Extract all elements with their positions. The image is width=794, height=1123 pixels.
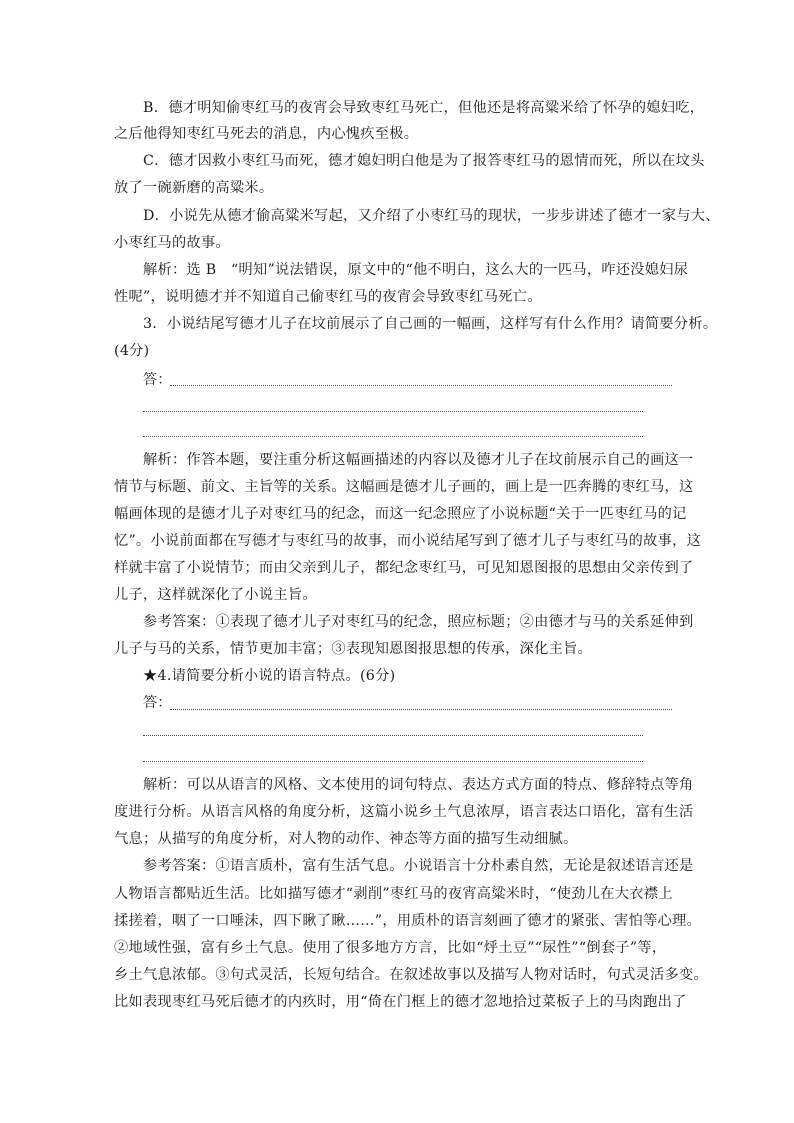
question-3-line-2: (4分) [114, 343, 150, 359]
reference-4-line-4: ②地域性强，富有乡土气息。使用了很多地方方言，比如“烀土豆”“尿性”“倒套子”等， [114, 940, 667, 956]
analysis-3-line-1: 解析：作答本题，要注重分析这幅画描述的内容以及德才儿子在坟前展示自己的画这一 [143, 452, 694, 468]
analysis-3-line-6: 儿子，这样就深化了小说主旨。 [114, 587, 317, 603]
analysis-3-line-2: 情节与标题、前文、主旨等的关系。这幅画是德才儿子画的，画上是一匹奔腾的枣红马，这 [114, 479, 694, 495]
analysis-3-line-4: 忆”。小说前面都在写德才与枣红马的故事，而小说结尾写到了德才儿子与枣红马的故事，这 [114, 533, 702, 549]
reference-4-line-5: 乡土气息浓郁。③句式灵活，长短句结合。在叙述故事以及描写人物对话时，句式灵活多变。 [114, 967, 708, 983]
answer-line-q4-1[interactable] [170, 709, 672, 710]
question-3-line-1: 3．小说结尾写德才儿子在坟前展示了自己画的一幅画，这样写有什么作用？请简要分析。 [143, 316, 718, 332]
answer-line-q4-3[interactable] [143, 761, 643, 762]
reference-3-line-1: 参考答案：①表现了德才儿子对枣红马的纪念，照应标题；②由德才与马的关系延伸到 [143, 614, 694, 630]
analysis-2-line-1: 解析：选 B “明知”说法错误，原文中的“他不明白，这么大的一匹马，咋还没媳妇尿 [143, 262, 689, 278]
answer-label-q3: 答： [143, 372, 172, 388]
analysis-4-line-2: 度进行分析。从语言风格的角度分析，这篇小说乡土气息浓厚，语言表达口语化，富有生活 [114, 804, 694, 820]
option-b-line-1: B．德才明知偷枣红马的夜宵会导致枣红马死亡，但他还是将高粱米给了怀孕的媳妇吃， [143, 100, 705, 116]
option-c-line-1: C．德才因救小枣红马而死，德才媳妇明白他是为了报答枣红马的恩情而死，所以在坟头 [143, 153, 705, 169]
option-b-line-2: 之后他得知枣红马死去的消息，内心愧疚至极。 [114, 126, 419, 142]
answer-line-q3-1[interactable] [170, 385, 672, 386]
question-4: ★4.请简要分析小说的语言特点。(6分) [143, 668, 396, 684]
analysis-3-line-3: 幅画体现的是德才儿子对枣红马的纪念，而这一纪念照应了小说标题“关于一匹枣红马的记 [114, 506, 687, 522]
reference-4-line-6: 比如表现枣红马死后德才的内疚时，用“倚在门框上的德才忽地拾过菜板子上的马肉跑出了 [114, 994, 687, 1010]
reference-4-line-3: 揉搓着，咽了一口唾沫，四下瞅了瞅……”，用质朴的语言刻画了德才的紧张、害怕等心理。 [114, 913, 702, 929]
option-d-line-2: 小枣红马的故事。 [114, 235, 230, 251]
analysis-4-line-3: 气息；从描写的角度分析，对人物的动作、神态等方面的描写生动细腻。 [114, 831, 578, 847]
analysis-4-line-1: 解析：可以从语言的风格、文本使用的词句特点、表达方式方面的特点、修辞特点等角 [143, 777, 694, 793]
option-d-line-1: D．小说先从德才偷高粱米写起，又介绍了小枣红马的现状，一步步讲述了德才一家与大、 [143, 208, 720, 224]
option-c-line-2: 放了一碗新磨的高粱米。 [114, 180, 274, 196]
analysis-2-line-2: 性呢”，说明德才并不知道自己偷枣红马的夜宵会导致枣红马死亡。 [114, 289, 542, 305]
reference-3-line-2: 儿子与马的关系，情节更加丰富；③表现知恩图报思想的传承，深化主旨。 [114, 641, 593, 657]
answer-line-q3-3[interactable] [143, 436, 643, 437]
reference-4-line-1: 参考答案：①语言质朴，富有生活气息。小说语言十分朴素自然，无论是叙述语言还是 [143, 858, 694, 874]
answer-label-q4: 答： [143, 695, 172, 711]
reference-4-line-2: 人物语言都贴近生活。比如描写德才“剥削”枣红马的夜宵高粱米时，“使劲儿在大衣襟上 [114, 886, 673, 902]
answer-line-q4-2[interactable] [143, 735, 643, 736]
analysis-3-line-5: 样就丰富了小说情节；而由父亲到儿子，都纪念枣红马，可见知恩图报的思想由父亲传到了 [114, 560, 694, 576]
answer-line-q3-2[interactable] [143, 411, 643, 412]
